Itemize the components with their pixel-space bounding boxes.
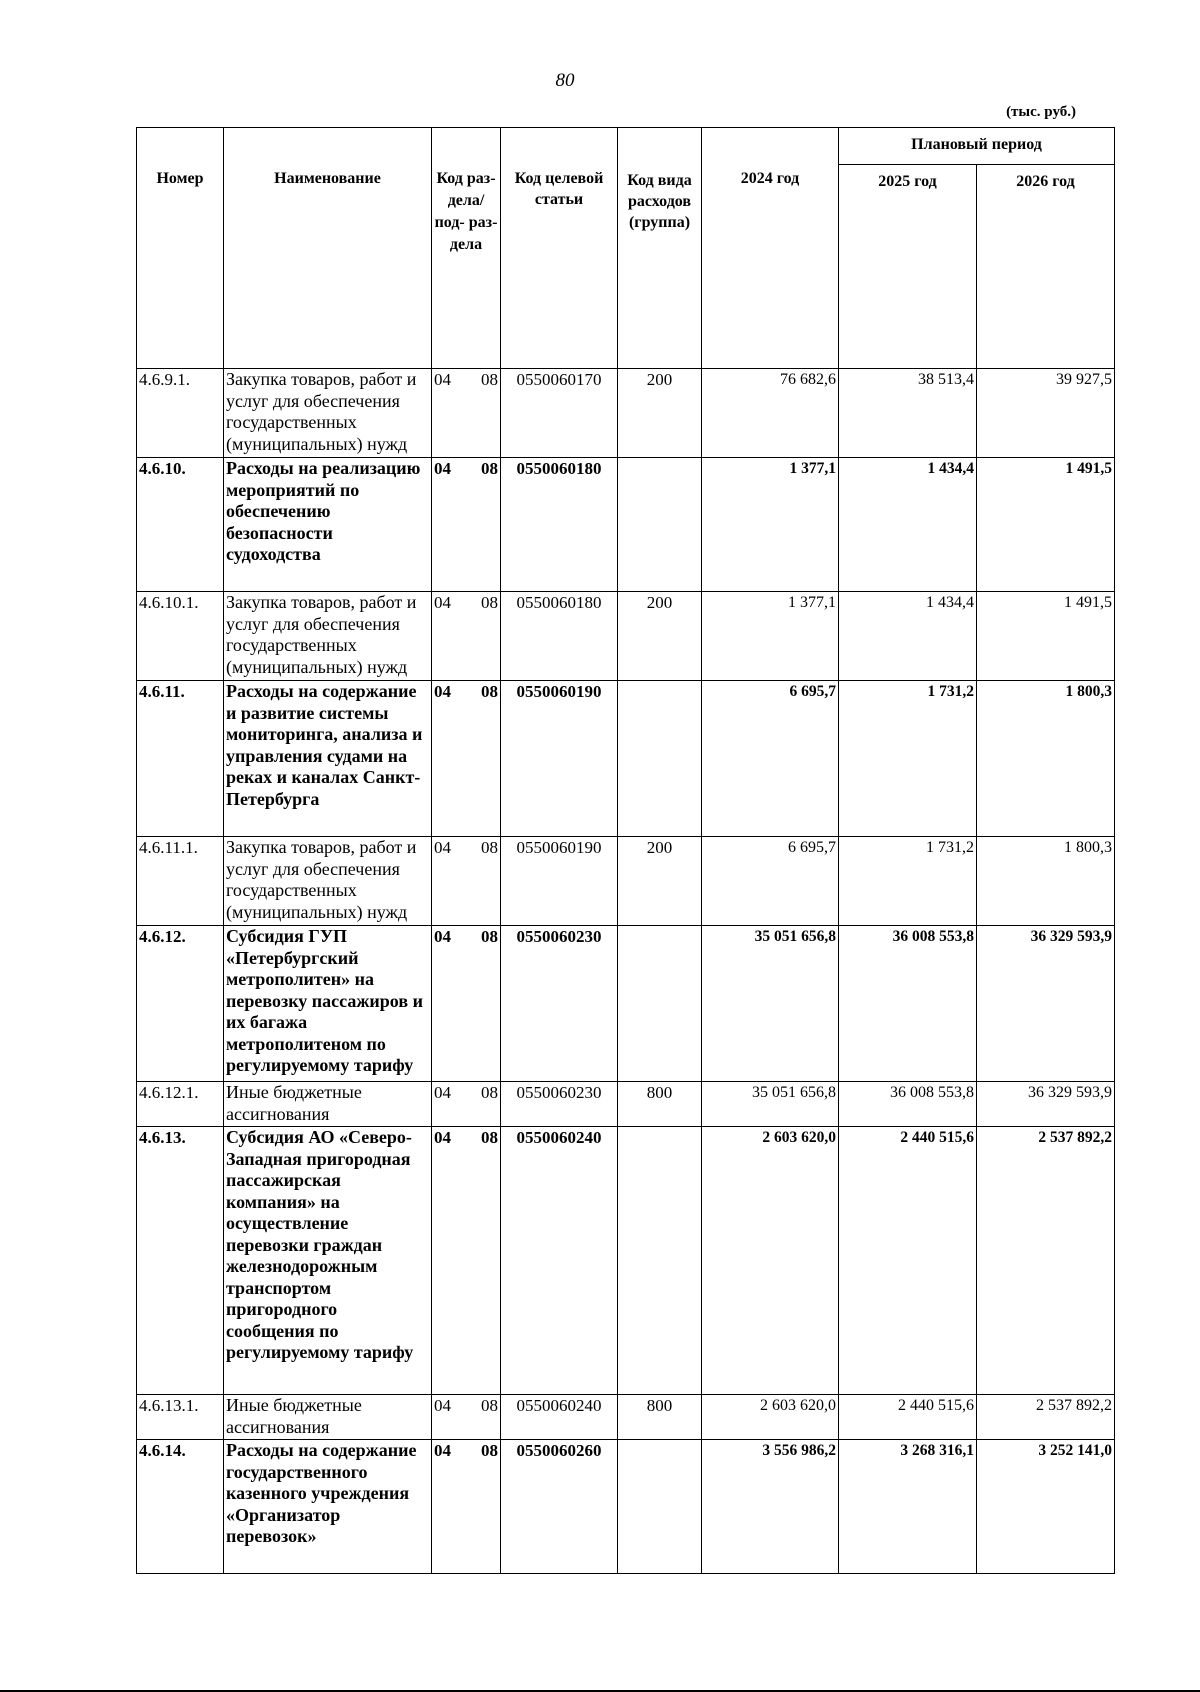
row-name: Субсидия ГУП «Петербургский метрополитен» на перевозку пассажиров и их багажа метрополитеном по регулируемому тарифу bbox=[224, 926, 432, 1082]
table-row bbox=[137, 369, 1115, 458]
row-amount-2024: 35 051 656,8 bbox=[702, 1082, 839, 1127]
row-subsection: 08 bbox=[481, 1396, 498, 1415]
row-number: 4.6.13. bbox=[137, 1127, 224, 1395]
row-expense-kind bbox=[618, 681, 702, 837]
row-amount-2025: 36 008 553,8 bbox=[839, 1082, 977, 1127]
row-expense-kind: 200 bbox=[618, 592, 702, 681]
row-amount-2024: 3 556 986,2 bbox=[702, 1440, 839, 1574]
row-number: 4.6.10.1. bbox=[137, 592, 224, 681]
row-subsection: 08 bbox=[481, 459, 498, 478]
row-subsection: 08 bbox=[481, 370, 498, 389]
row-amount-2025: 1 731,2 bbox=[839, 681, 977, 837]
budget-table bbox=[136, 127, 1115, 1574]
row-section: 04 bbox=[434, 1441, 451, 1460]
header-planned-period: Плановый период bbox=[839, 128, 1115, 165]
row-expense-kind: 200 bbox=[618, 837, 702, 926]
row-amount-2025: 36 008 553,8 bbox=[839, 926, 977, 1082]
row-target-code: 0550060190 bbox=[501, 837, 618, 926]
row-number: 4.6.13.1. bbox=[137, 1395, 224, 1440]
row-target-code: 0550060230 bbox=[501, 1082, 618, 1127]
row-amount-2025: 2 440 515,6 bbox=[839, 1127, 977, 1395]
row-amount-2025: 38 513,4 bbox=[839, 369, 977, 458]
row-number: 4.6.10. bbox=[137, 458, 224, 592]
row-number: 4.6.12.1. bbox=[137, 1082, 224, 1127]
row-number: 4.6.14. bbox=[137, 1440, 224, 1574]
row-section-code bbox=[432, 926, 501, 1082]
row-target-code: 0550060170 bbox=[501, 369, 618, 458]
row-expense-kind bbox=[618, 926, 702, 1082]
row-amount-2026: 36 329 593,9 bbox=[977, 1082, 1115, 1127]
row-amount-2024: 6 695,7 bbox=[702, 681, 839, 837]
table-row bbox=[137, 681, 1115, 837]
row-section: 04 bbox=[434, 459, 451, 478]
row-section-code bbox=[432, 1440, 501, 1574]
row-name: Расходы на содержание и развитие системы мониторинга, анализа и управления судами на реках и каналах Санкт-Петербурга bbox=[224, 681, 432, 837]
table-row bbox=[137, 837, 1115, 926]
row-expense-kind bbox=[618, 458, 702, 592]
row-number: 4.6.12. bbox=[137, 926, 224, 1082]
row-subsection: 08 bbox=[481, 838, 498, 857]
header-name: Наименование bbox=[224, 128, 432, 369]
table-row bbox=[137, 458, 1115, 592]
row-target-code: 0550060180 bbox=[501, 592, 618, 681]
header-expense-kind: Код вида расходов (группа) bbox=[618, 128, 702, 369]
row-target-code: 0550060260 bbox=[501, 1440, 618, 1574]
row-number: 4.6.9.1. bbox=[137, 369, 224, 458]
row-name: Субсидия АО «Северо-Западная пригородная пассажирская компания» на осуществление перевозки граждан железнодорожным транспортом пригородного сообщения по регулируемому тарифу bbox=[224, 1127, 432, 1395]
row-target-code: 0550060240 bbox=[501, 1395, 618, 1440]
row-name: Закупка товаров, работ и услуг для обеспечения государственных (муниципальных) нужд bbox=[224, 837, 432, 926]
row-section-code bbox=[432, 458, 501, 592]
row-target-code: 0550060240 bbox=[501, 1127, 618, 1395]
table-row bbox=[137, 592, 1115, 681]
row-expense-kind: 800 bbox=[618, 1395, 702, 1440]
row-target-code: 0550060190 bbox=[501, 681, 618, 837]
row-section-code bbox=[432, 592, 501, 681]
row-amount-2026: 39 927,5 bbox=[977, 369, 1115, 458]
row-amount-2026: 2 537 892,2 bbox=[977, 1127, 1115, 1395]
row-name: Закупка товаров, работ и услуг для обеспечения государственных (муниципальных) нужд bbox=[224, 592, 432, 681]
row-section-code bbox=[432, 369, 501, 458]
row-section: 04 bbox=[434, 1396, 451, 1415]
row-amount-2026: 1 491,5 bbox=[977, 458, 1115, 592]
row-amount-2026: 3 252 141,0 bbox=[977, 1440, 1115, 1574]
row-section: 04 bbox=[434, 1128, 451, 1147]
row-amount-2024: 1 377,1 bbox=[702, 592, 839, 681]
row-section-code bbox=[432, 837, 501, 926]
row-section: 04 bbox=[434, 370, 451, 389]
header-section-code: Код раз- дела/ под- раз- дела bbox=[432, 128, 501, 369]
row-amount-2025: 1 731,2 bbox=[839, 837, 977, 926]
row-section: 04 bbox=[434, 1083, 451, 1102]
header-number: Номер bbox=[137, 128, 224, 369]
row-amount-2024: 1 377,1 bbox=[702, 458, 839, 592]
table-row bbox=[137, 1395, 1115, 1440]
row-name: Иные бюджетные ассигнования bbox=[224, 1395, 432, 1440]
row-subsection: 08 bbox=[481, 1083, 498, 1102]
row-amount-2026: 1 800,3 bbox=[977, 837, 1115, 926]
row-expense-kind: 800 bbox=[618, 1082, 702, 1127]
units-label: (тыс. руб.) bbox=[1006, 104, 1076, 120]
page-number: 80 bbox=[555, 70, 575, 91]
table-row bbox=[137, 1127, 1115, 1395]
table-row bbox=[137, 1082, 1115, 1127]
row-amount-2026: 1 800,3 bbox=[977, 681, 1115, 837]
row-amount-2026: 36 329 593,9 bbox=[977, 926, 1115, 1082]
row-amount-2024: 6 695,7 bbox=[702, 837, 839, 926]
row-subsection: 08 bbox=[481, 1441, 498, 1460]
row-name: Иные бюджетные ассигнования bbox=[224, 1082, 432, 1127]
header-row bbox=[137, 128, 1115, 165]
row-section: 04 bbox=[434, 838, 451, 857]
row-amount-2025: 3 268 316,1 bbox=[839, 1440, 977, 1574]
row-name: Расходы на содержание государственного казенного учреждения «Организатор перевозок» bbox=[224, 1440, 432, 1574]
row-number: 4.6.11. bbox=[137, 681, 224, 837]
row-target-code: 0550060180 bbox=[501, 458, 618, 592]
row-target-code: 0550060230 bbox=[501, 926, 618, 1082]
header-year-2024: 2024 год bbox=[702, 128, 839, 369]
row-name: Расходы на реализацию мероприятий по обеспечению безопасности судоходства bbox=[224, 458, 432, 592]
row-amount-2026: 2 537 892,2 bbox=[977, 1395, 1115, 1440]
table-body bbox=[137, 369, 1115, 1574]
row-section-code bbox=[432, 1127, 501, 1395]
row-section-code bbox=[432, 1082, 501, 1127]
header-target-code: Код целевой статьи bbox=[501, 128, 618, 369]
header-year-2025: 2025 год bbox=[839, 165, 977, 369]
row-amount-2025: 1 434,4 bbox=[839, 458, 977, 592]
row-subsection: 08 bbox=[481, 927, 498, 946]
row-section-code bbox=[432, 681, 501, 837]
row-expense-kind bbox=[618, 1127, 702, 1395]
row-section: 04 bbox=[434, 682, 451, 701]
table-row bbox=[137, 1440, 1115, 1574]
row-amount-2025: 1 434,4 bbox=[839, 592, 977, 681]
row-amount-2026: 1 491,5 bbox=[977, 592, 1115, 681]
row-subsection: 08 bbox=[481, 1128, 498, 1147]
row-amount-2024: 2 603 620,0 bbox=[702, 1395, 839, 1440]
header-year-2026: 2026 год bbox=[977, 165, 1115, 369]
row-section: 04 bbox=[434, 593, 451, 612]
row-amount-2024: 76 682,6 bbox=[702, 369, 839, 458]
row-name: Закупка товаров, работ и услуг для обеспечения государственных (муниципальных) нужд bbox=[224, 369, 432, 458]
row-number: 4.6.11.1. bbox=[137, 837, 224, 926]
row-expense-kind: 200 bbox=[618, 369, 702, 458]
row-section: 04 bbox=[434, 927, 451, 946]
row-section-code bbox=[432, 1395, 501, 1440]
table-row bbox=[137, 926, 1115, 1082]
row-amount-2024: 2 603 620,0 bbox=[702, 1127, 839, 1395]
row-amount-2024: 35 051 656,8 bbox=[702, 926, 839, 1082]
row-expense-kind bbox=[618, 1440, 702, 1574]
row-amount-2025: 2 440 515,6 bbox=[839, 1395, 977, 1440]
row-subsection: 08 bbox=[481, 682, 498, 701]
row-subsection: 08 bbox=[481, 593, 498, 612]
